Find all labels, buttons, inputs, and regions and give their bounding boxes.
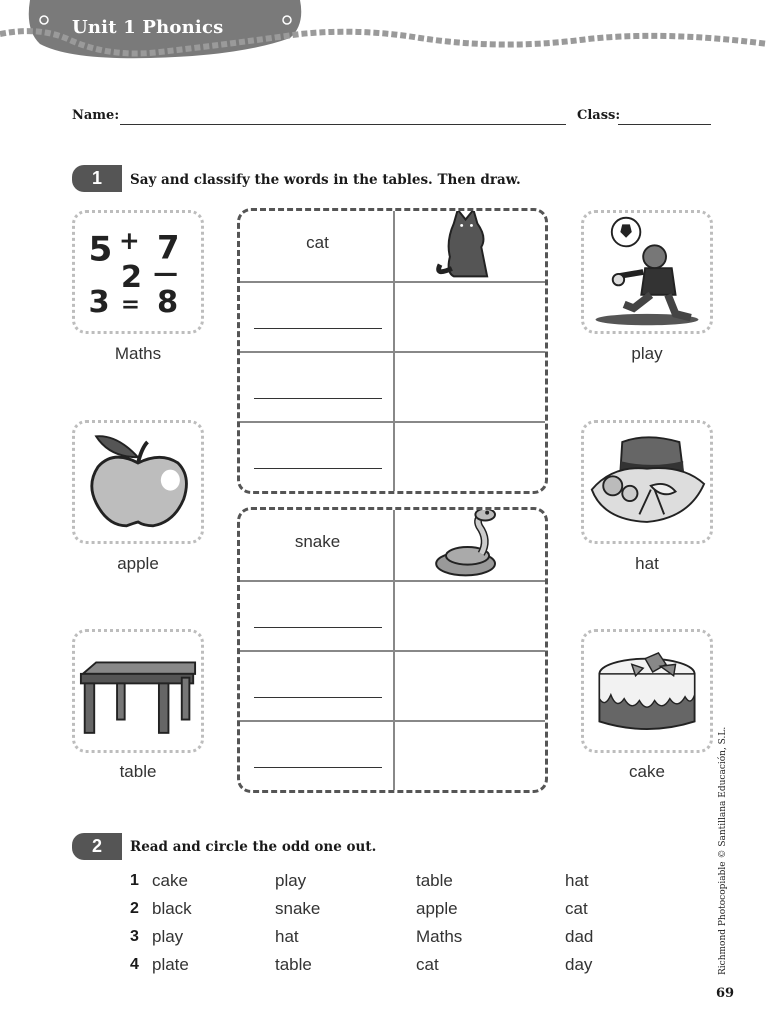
card-cake-caption: cake — [629, 762, 665, 781]
word-option[interactable]: play — [152, 927, 184, 946]
card-play — [581, 210, 713, 334]
word-option[interactable]: dad — [565, 927, 594, 946]
classify-table-b — [237, 507, 548, 793]
classify-table-a — [237, 208, 548, 494]
table-b-row[interactable] — [240, 650, 545, 720]
svg-text:5: 5 — [88, 229, 113, 270]
item-number: 3 — [130, 928, 139, 945]
item-number: 1 — [130, 872, 139, 889]
writing-line[interactable] — [254, 398, 382, 399]
card-hat — [581, 420, 713, 544]
drawing-cell[interactable] — [395, 353, 545, 421]
page-number: 69 — [716, 986, 735, 1001]
word-option[interactable]: cake — [152, 871, 188, 890]
word-option[interactable]: Maths — [416, 927, 463, 946]
table-a-example-word: cat — [306, 233, 329, 252]
svg-text:8: 8 — [157, 284, 179, 320]
unit-title: Unit 1 Phonics — [72, 17, 224, 38]
drawing-cell[interactable] — [395, 423, 545, 491]
card-hat-caption: hat — [635, 554, 659, 573]
svg-text:2: 2 — [120, 260, 143, 296]
word-option[interactable]: day — [565, 955, 593, 974]
writing-line[interactable] — [254, 468, 382, 469]
word-option[interactable]: snake — [275, 899, 321, 918]
word-option[interactable]: table — [416, 871, 453, 890]
card-play-caption: play — [631, 344, 663, 363]
writing-line[interactable] — [254, 697, 382, 698]
table-a-row[interactable] — [240, 351, 545, 421]
drawing-cell[interactable] — [395, 582, 545, 650]
word-option[interactable]: cat — [416, 955, 439, 974]
table-b-row — [240, 510, 545, 580]
card-apple-caption: apple — [117, 554, 159, 573]
cat-icon — [395, 211, 545, 281]
snake-icon — [395, 510, 545, 580]
writing-line[interactable] — [254, 627, 382, 628]
cake-icon — [584, 632, 710, 750]
card-apple — [72, 420, 204, 544]
table-icon — [75, 632, 201, 750]
card-maths — [72, 210, 204, 334]
word-option[interactable]: play — [275, 871, 307, 890]
table-b-row[interactable] — [240, 720, 545, 790]
table-a-row[interactable] — [240, 281, 545, 351]
writing-line[interactable] — [254, 328, 382, 329]
table-a-row[interactable] — [240, 421, 545, 491]
table-a-row — [240, 211, 545, 281]
word-option[interactable]: apple — [416, 899, 458, 918]
boy-playing-football-icon — [584, 213, 710, 331]
exercise-2-instruction: Read and circle the odd one out. — [130, 839, 377, 855]
item-number: 4 — [130, 956, 139, 973]
card-table-caption: table — [119, 762, 157, 781]
exercise-2-badge: 2 — [72, 833, 122, 860]
exercise-1-instruction: Say and classify the words in the tables. Then draw. — [130, 172, 521, 188]
svg-text:3: 3 — [88, 284, 110, 320]
drawing-cell[interactable] — [395, 722, 545, 790]
card-maths-caption: Maths — [114, 344, 162, 363]
svg-text:+: + — [118, 226, 140, 256]
word-option[interactable]: black — [152, 899, 192, 918]
class-label: Class: — [577, 108, 621, 123]
word-option[interactable]: cat — [565, 899, 588, 918]
svg-text:—: — — [153, 258, 178, 288]
table-b-row[interactable] — [240, 580, 545, 650]
name-label: Name: — [72, 108, 120, 123]
svg-text:7: 7 — [157, 228, 180, 267]
drawing-cell[interactable] — [395, 283, 545, 351]
word-option[interactable]: plate — [152, 955, 189, 974]
class-field[interactable] — [618, 124, 711, 125]
drawing-cell[interactable] — [395, 652, 545, 720]
card-cake — [581, 629, 713, 753]
card-table — [72, 629, 204, 753]
maths-numbers-icon — [75, 213, 201, 331]
apple-icon — [75, 423, 201, 541]
exercise-1-badge: 1 — [72, 165, 122, 192]
item-number: 2 — [130, 900, 139, 917]
word-option[interactable]: table — [275, 955, 312, 974]
table-b-example-word: snake — [294, 532, 341, 551]
writing-line[interactable] — [254, 767, 382, 768]
word-option[interactable]: hat — [275, 927, 299, 946]
name-field[interactable] — [120, 124, 566, 125]
word-option[interactable]: hat — [565, 871, 589, 890]
svg-text:=: = — [120, 291, 141, 318]
header-banner — [0, 0, 768, 80]
hat-icon — [584, 423, 710, 541]
copyright-side-text: Richmond Photocopiable © Santillana Educación, S.L. — [718, 726, 728, 975]
